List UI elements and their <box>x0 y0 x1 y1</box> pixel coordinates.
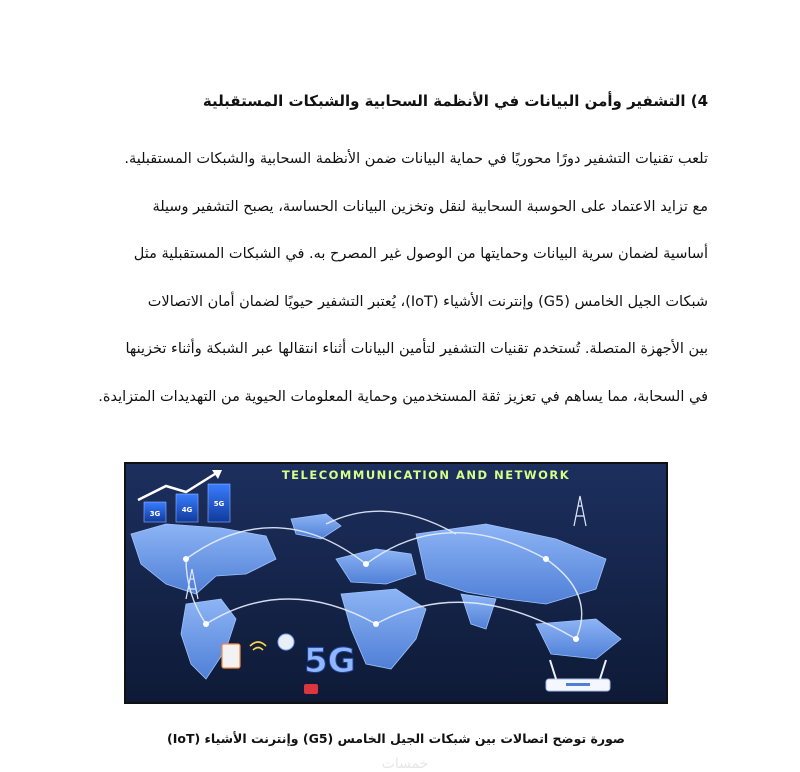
bar-label: 3G <box>149 510 161 518</box>
figure-caption: صورة توضح اتصالات بين شبكات الجيل الخامس (G5) وإنترنت الأشياء (IoT) <box>166 731 625 746</box>
device-icon <box>304 684 318 694</box>
device-icon <box>222 644 240 668</box>
paragraph-line: شبكات الجيل الخامس (G5) وإنترنت الأشياء (IoT)، يُعتبر التشفير حيويًا لضمان أمان الاتصالات <box>147 293 708 310</box>
device-icon <box>278 634 294 650</box>
network-node <box>373 621 379 627</box>
paragraph-line: أساسية لضمان سرية البيانات وحمايتها من الوصول غير المصرح به. في الشبكات المستقبلية مثل <box>133 246 708 263</box>
5g-badge: 5G <box>304 641 356 681</box>
network-node <box>203 621 209 627</box>
body-paragraph <box>92 136 708 422</box>
paragraph-line: في السحابة، مما يساهم في تعزيز ثقة المستخدمين وحماية المعلومات الحيوية من التهديدات المتزايدة. <box>98 388 708 405</box>
section-heading: 4) التشفير وأمن البيانات في الأنظمة السحابية والشبكات المستقبلية <box>202 92 708 110</box>
paragraph-line: تلعب تقنيات التشفير دورًا محوريًا في حماية البيانات ضمن الأنظمة السحابية والشبكات المستقبلية. <box>124 151 708 167</box>
network-node <box>573 636 579 642</box>
bar-label: 4G <box>181 506 193 514</box>
network-node <box>363 561 369 567</box>
watermark-logo: خمسات <box>381 756 429 772</box>
paragraph-line: بين الأجهزة المتصلة. تُستخدم تقنيات التشفير لتأمين البيانات أثناء انتقالها عبر الشبكة وأثناء تخزينها <box>125 341 708 358</box>
network-node <box>543 556 549 562</box>
figure-banner: TELECOMMUNICATION AND NETWORK <box>281 468 571 482</box>
paragraph-line: مع تزايد الاعتماد على الحوسبة السحابية لنقل وتخزين البيانات الحساسة، يصبح التشفير وسيلة <box>152 198 708 215</box>
network-illustration <box>124 462 668 704</box>
network-node <box>183 556 189 562</box>
bar-label: 5G <box>213 500 225 508</box>
